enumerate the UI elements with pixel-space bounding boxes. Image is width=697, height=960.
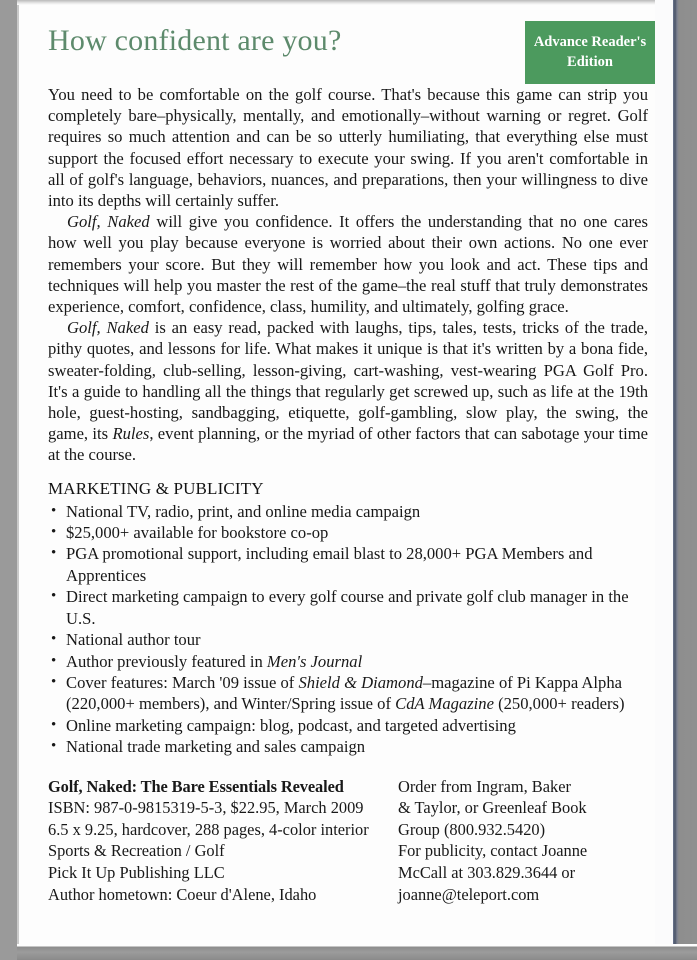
book-details-column — [48, 776, 398, 906]
order-contact-column — [398, 776, 648, 906]
body-paragraph: You need to be comfortable on the golf course. That's because this game can strip you completely bare–physically, mentally, and emotionally–without warning or regret. Golf requires so much attention and can be so utterly humiliating, that everything else must support the focused effort necessary to execute your swing. If you aren't comfortable in all of golf's language, behaviors, nuances, and preparations, then your willingness to dive into its depths will certainly suffer. — [48, 85, 648, 211]
body-paragraph: Golf, Naked will give you confidence. It offers the understanding that no one cares how well you play because everyone is worried about their own actions. No one ever remembers your score. But they will remember how you look and act. These tips and techniques will help you master the rest of the game–the real stuff that truly demonstrates experience, comfort, confidence, class, humility, and ultimately, golfing grace. — [48, 212, 648, 317]
page-content — [48, 22, 648, 905]
bullet-dot-icon: • — [51, 738, 57, 755]
order-contact-line: For publicity, contact Joanne — [398, 841, 588, 861]
order-contact-line: Group (800.932.5420) — [398, 819, 546, 839]
bullet-dot-icon: • — [51, 545, 57, 562]
book-detail-line: ISBN: 987-0-9815319-5-3, $22.95, March 2009 — [48, 798, 364, 818]
marketing-bullet-item — [48, 672, 648, 715]
scan-top-edge — [17, 0, 697, 5]
marketing-bullet-item — [48, 651, 648, 672]
bullet-dot-icon: • — [51, 588, 57, 605]
marketing-bullet-list — [48, 501, 648, 758]
marketing-bullet-item — [48, 501, 648, 522]
badge-line-2: Edition — [567, 54, 613, 70]
bullet-text: PGA promotional support, including email blast to 28,000+ PGA Members and Apprentices — [66, 544, 593, 585]
scan-bottom-edge — [17, 944, 697, 960]
book-detail-line: Sports & Recreation / Golf — [48, 841, 225, 861]
bullet-dot-icon: • — [51, 502, 57, 519]
bullet-text: National author tour — [66, 630, 201, 650]
footer-details — [48, 776, 648, 906]
marketing-bullet-item — [48, 586, 648, 629]
bullet-text: Online marketing campaign: blog, podcast, and targeted advertising — [66, 715, 516, 735]
book-detail-line: Golf, Naked: The Bare Essentials Revealed — [48, 776, 344, 796]
header-row — [48, 22, 648, 84]
bullet-dot-icon: • — [51, 652, 57, 669]
marketing-bullet-item — [48, 715, 648, 736]
advance-reader-badge — [525, 21, 655, 84]
bullet-text: Author previously featured in Men's Journal — [66, 651, 363, 671]
bullet-text: National TV, radio, print, and online media campaign — [66, 501, 421, 521]
body-paragraphs — [48, 84, 648, 466]
page-title: How confident are you? — [48, 24, 342, 57]
marketing-bullet-item — [48, 629, 648, 650]
order-contact-line: Order from Ingram, Baker — [398, 776, 571, 796]
order-contact-line: joanne@teleport.com — [398, 884, 540, 904]
order-contact-line: & Taylor, or Greenleaf Book — [398, 798, 587, 818]
marketing-bullet-item — [48, 543, 648, 586]
bullet-dot-icon: • — [51, 524, 57, 541]
bullet-text: Direct marketing campaign to every golf course and private golf club manager in the U.S. — [66, 587, 629, 628]
marketing-bullet-item — [48, 736, 648, 757]
bullet-text: $25,000+ available for bookstore co-op — [66, 523, 329, 543]
book-detail-line: 6.5 x 9.25, hardcover, 288 pages, 4-color interior — [48, 819, 369, 839]
badge-line-1: Advance Reader's — [533, 34, 647, 50]
bullet-text: National trade marketing and sales campaign — [66, 737, 366, 757]
order-contact-line: McCall at 303.829.3644 or — [398, 862, 576, 882]
bullet-dot-icon: • — [51, 673, 57, 690]
bullet-text: Cover features: March '09 issue of Shield & Diamond–magazine of Pi Kappa Alpha (220,000+ members), and Winter/Spring issue of CdA Magazine (250,000+ readers) — [66, 672, 625, 714]
body-paragraph: Golf, Naked is an easy read, packed with laughs, tips, tales, tests, tricks of the trade, pithy quotes, and lessons for life. What makes it unique is that it's written by a bona fide, sweater-folding, club-selling, lesson-giving, cart-washing, vest-wearing PGA Golf Pro. It's a guide to handling all the things that regularly get screwed up, such as life at the 19th hole, guest-hosting, sandbagging, etiquette, golf-gambling, slow play, the swing, the game, its Rules, event planning, or the myriad of other factors that can sabotage your time at the course. — [48, 318, 649, 465]
bullet-dot-icon: • — [51, 716, 57, 733]
marketing-heading: MARKETING & PUBLICITY — [48, 478, 264, 498]
page-sheet — [19, 4, 675, 946]
marketing-bullet-item — [48, 522, 648, 543]
book-detail-line: Author hometown: Coeur d'Alene, Idaho — [48, 884, 317, 904]
scan-right-edge — [655, 0, 697, 960]
book-detail-line: Pick It Up Publishing LLC — [48, 862, 225, 882]
bullet-dot-icon: • — [51, 631, 57, 648]
